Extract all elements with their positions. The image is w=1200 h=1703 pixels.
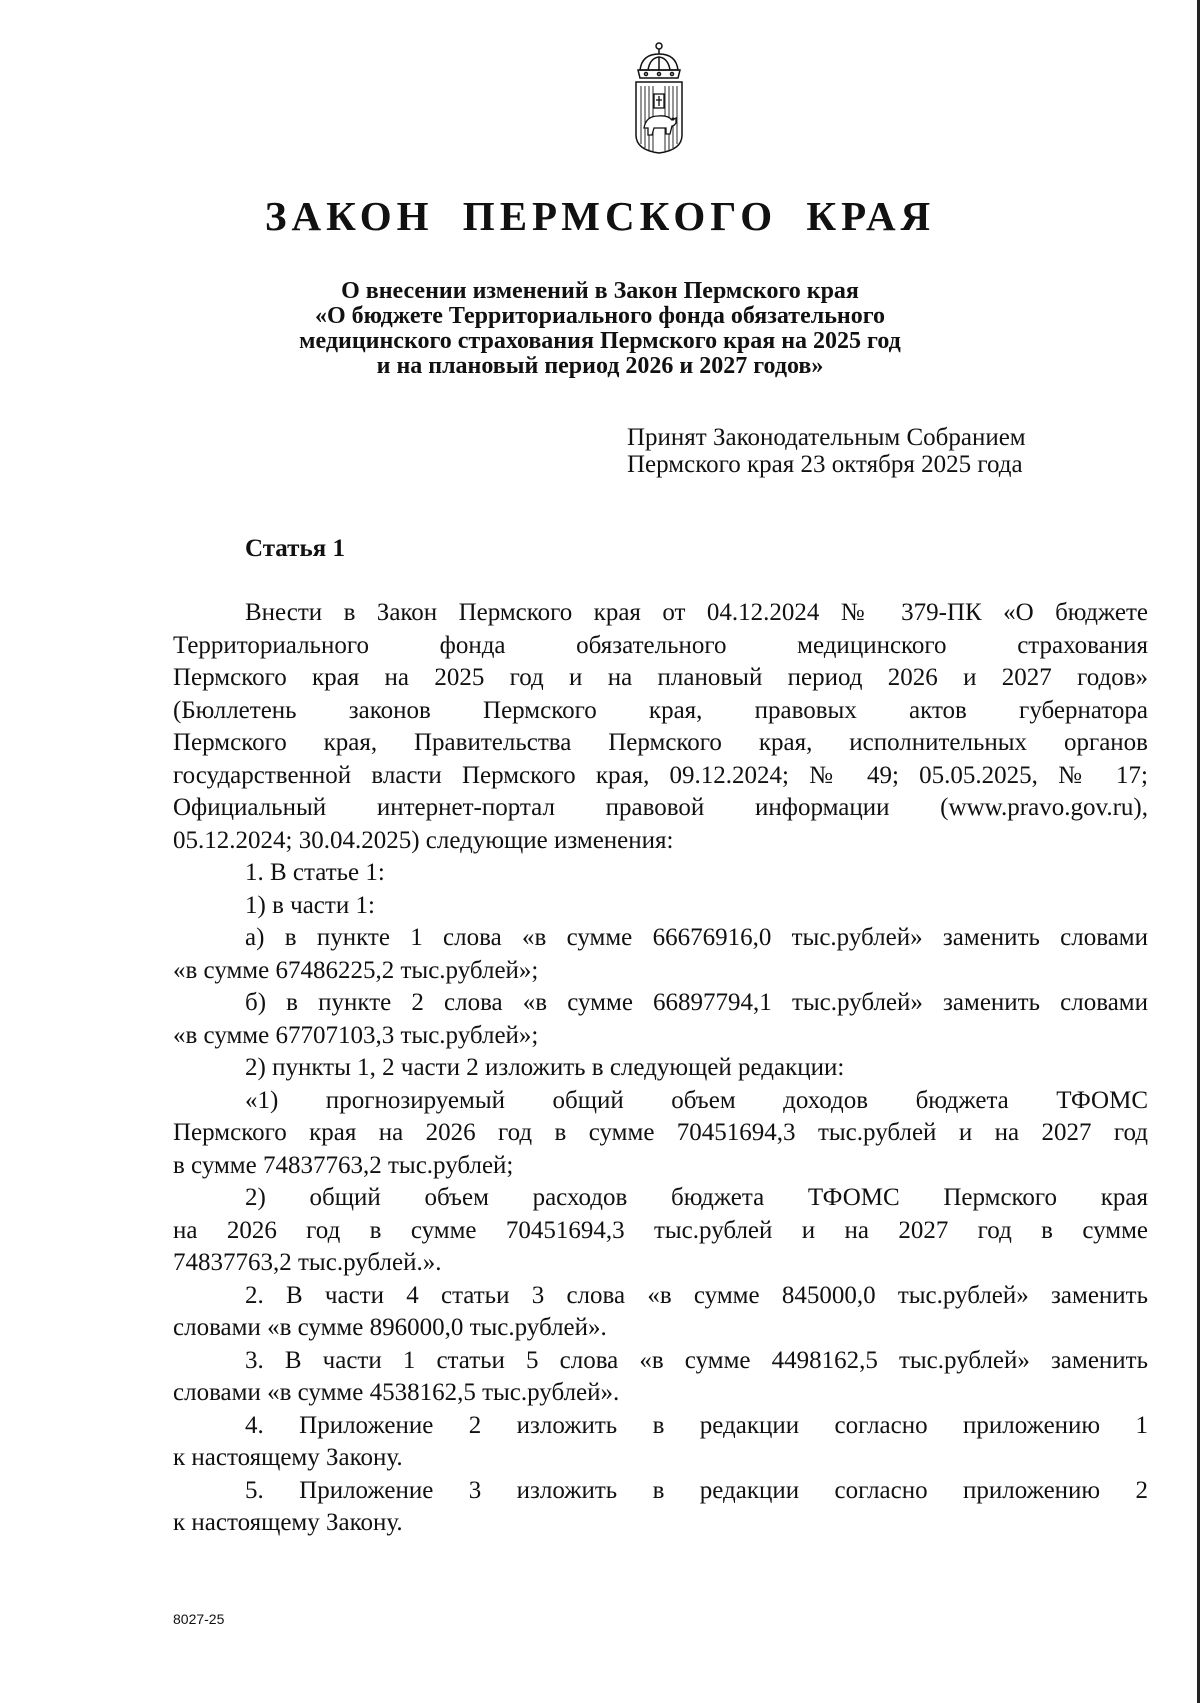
coat-of-arms-icon <box>630 40 688 155</box>
body-line: 2) пункты 1, 2 части 2 изложить в следующей редакции: <box>245 1054 845 1081</box>
body-line: а) в пункте 1 слова «в сумме 66676916,0 тыс.рублей» заменить словами <box>245 924 1148 951</box>
body-line: 2. В части 4 статьи 3 слова «в сумме 845000,0 тыс.рублей» заменить <box>245 1281 1148 1309</box>
body-line: Территориального фонда обязательного медицинского страхования <box>173 631 1148 659</box>
body-line: к настоящему Закону. <box>173 1444 403 1471</box>
article-body <box>173 597 1148 1540</box>
body-line: Пермского края, Правительства Пермского края, исполнительных органов <box>173 729 1148 756</box>
subtitle-line: медицинского страхования Пермского края на 2025 год <box>299 328 901 354</box>
body-line: в сумме 74837763,2 тыс.рублей; <box>173 1151 514 1179</box>
body-line: Пермского края на 2026 год в сумме 70451694,3 тыс.рублей и на 2027 год <box>173 1119 1148 1146</box>
body-line: 2) общий объем расходов бюджета ТФОМС Пермского края <box>245 1184 1148 1211</box>
body-line: 1. В статье 1: <box>245 859 385 886</box>
subtitle-line: «О бюджете Территориального фонда обязательного <box>314 303 886 329</box>
body-line: (Бюллетень законов Пермского края, правовых актов губернатора <box>173 696 1148 724</box>
adoption-line: Пермского края 23 октября 2025 года <box>627 451 1023 478</box>
law-subtitle <box>200 279 1000 379</box>
document-number: 8027-25 <box>173 1611 225 1627</box>
body-line: «1) прогнозируемый общий объем доходов бюджета ТФОМС <box>245 1086 1148 1114</box>
body-line: 5. Приложение 3 изложить в редакции согласно приложению 2 <box>245 1476 1148 1504</box>
body-line: б) в пункте 2 слова «в сумме 66897794,1 тыс.рублей» заменить словами <box>245 989 1148 1016</box>
body-line: государственной власти Пермского края, 09.12.2024; № 49; 05.05.2025, № 17; <box>173 761 1148 789</box>
body-line: 1) в части 1: <box>245 891 375 919</box>
body-line: 4. Приложение 2 изложить в редакции согласно приложению 1 <box>245 1411 1148 1439</box>
law-title: ЗАКОН ПЕРМСКОГО КРАЯ <box>264 193 936 239</box>
body-line: Пермского края на 2025 год и на плановый период 2026 и 2027 годов» <box>173 664 1148 691</box>
body-line: словами «в сумме 4538162,5 тыс.рублей». <box>173 1379 620 1406</box>
body-line: словами «в сумме 896000,0 тыс.рублей». <box>173 1314 607 1341</box>
body-line: «в сумме 67486225,2 тыс.рублей»; <box>173 956 539 984</box>
body-line: к настоящему Закону. <box>173 1509 403 1536</box>
body-line: Официальный интернет-портал правовой информации (www.pravo.gov.ru), <box>173 794 1148 821</box>
body-line: 05.12.2024; 30.04.2025) следующие изменения: <box>173 826 674 854</box>
adoption-line: Принят Законодательным Собранием <box>627 424 1026 451</box>
article-heading: Статья 1 <box>245 535 345 562</box>
body-line: «в сумме 67707103,3 тыс.рублей»; <box>173 1021 539 1049</box>
subtitle-line: и на плановый период 2026 и 2027 годов» <box>376 353 824 379</box>
adoption-note <box>627 424 1026 478</box>
body-line: 74837763,2 тыс.рублей.». <box>173 1249 442 1276</box>
body-line: на 2026 год в сумме 70451694,3 тыс.рублей и на 2027 год в сумме <box>173 1216 1148 1244</box>
body-line: 3. В части 1 статьи 5 слова «в сумме 4498162,5 тыс.рублей» заменить <box>245 1346 1148 1374</box>
subtitle-line: О внесении изменений в Закон Пермского края <box>341 278 859 304</box>
body-line: Внести в Закон Пермского края от 04.12.2024 № 379-ПК «О бюджете <box>245 599 1148 626</box>
